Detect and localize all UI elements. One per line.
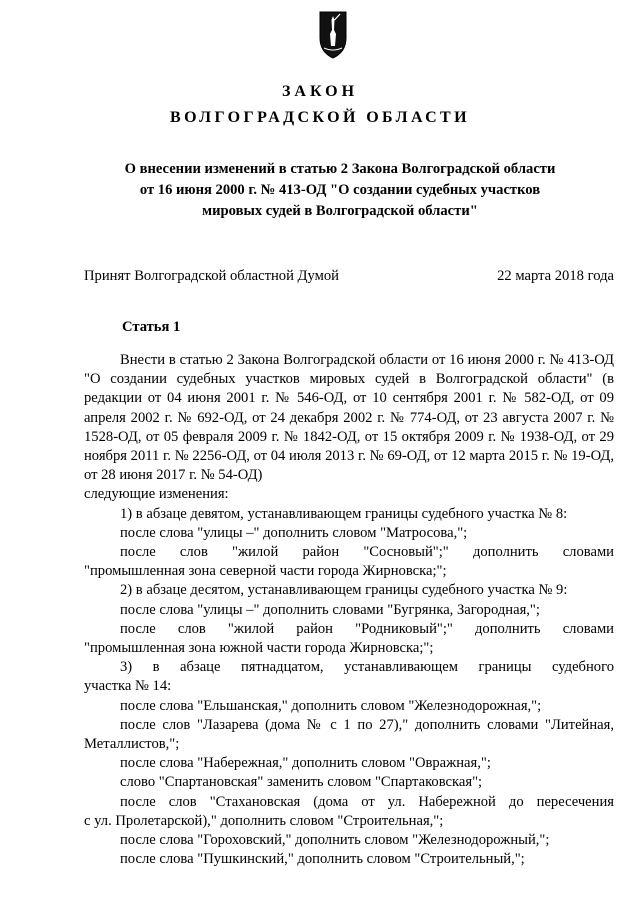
list-item: с ул. Пролетарской)," дополнить словом "Строительная,"; — [84, 812, 444, 829]
subject-line: мировых судей в Волгоградской области" — [202, 203, 478, 219]
article-intro-end: следующие изменения: — [84, 486, 229, 503]
list-item: после слов "Лазарева (дома № с 1 по 27)," дополнить словами "Литейная, — [120, 716, 614, 733]
list-item: "промышленная зона северной части города Жирновска;"; — [84, 563, 447, 580]
list-item: после слова "Гороховский," дополнить словом "Железнодорожный,"; — [120, 832, 550, 849]
list-item: Металлистов,"; — [84, 736, 180, 753]
law-title: ЗАКОН — [281, 83, 359, 100]
list-item: участка № 14: — [84, 678, 172, 695]
subject-line: О внесении изменений в статью 2 Закона Волгоградской области — [124, 161, 556, 177]
list-item: после слов "жилой район "Родниковый";" дополнить словами — [120, 620, 614, 637]
subject-line: от 16 июня 2000 г. № 413-ОД "О создании судебных участков — [139, 182, 541, 198]
law-region-title: ВОЛГОГРАДСКОЙ ОБЛАСТИ — [170, 109, 470, 126]
coat-of-arms-icon — [318, 8, 348, 60]
adopted-by: Принят Волгоградской областной Думой — [84, 268, 339, 284]
list-item: слово "Спартановская" заменить словом "Спартаковская"; — [120, 774, 483, 791]
law-subject — [90, 159, 590, 222]
list-item: после слова "Пушкинский," дополнить словом "Строительный,"; — [120, 851, 525, 868]
list-item: 3) в абзаце пятнадцатом, устанавливающем границы судебного — [120, 659, 614, 676]
list-item: после слов "жилой район "Сосновый";" дополнить словами — [120, 544, 614, 561]
list-item: 1) в абзаце девятом, устанавливающем границы судебного участка № 8: — [120, 505, 568, 522]
article-body — [84, 351, 614, 869]
list-item: после слов "Стахановская (дома от ул. Набережной до пересечения — [120, 793, 614, 810]
article-intro: Внести в статью 2 Закона Волгоградской области от 16 июня 2000 г. № 413-ОД "О создании судебных участков мировых судей в Волгоградской области" (в редакции от 04 июня 2001 г. № 546-ОД, от 10 сентября 2001 г. № 582-ОД, от 09 апреля 2002 г. № 692-ОД, от 24 декабря 2002 г. № 774-ОД, от 23 августа 2007 г. № 1528-ОД, от 05 февраля 2009 г. № 1842-ОД, от 15 октября 2009 г. № 1938-ОД, от 29 ноября 2011 г. № 2256-ОД, от 04 июля 2013 г. № 69-ОД, от 12 марта 2015 г. № 19-ОД, от 28 июня 2017 г. № 54-ОД) — [84, 352, 614, 484]
list-item: 2) в абзаце десятом, устанавливающем границы судебного участка № 9: — [120, 582, 568, 599]
article-heading: Статья 1 — [122, 319, 181, 335]
list-item: "промышленная зона южной части города Жирновска;"; — [84, 640, 434, 657]
adoption-line — [84, 268, 614, 285]
adoption-date: 22 марта 2018 года — [497, 268, 614, 284]
list-item: после слова "улицы –" дополнить словом "Матросова,"; — [120, 524, 468, 541]
list-item: после слова "улицы –" дополнить словами "Бугрянка, Загородная,"; — [120, 601, 540, 618]
list-item: после слова "Набережная," дополнить словом "Овражная,"; — [120, 755, 491, 772]
list-item: после слова "Ельшанская," дополнить словом "Железнодорожная,"; — [120, 697, 542, 714]
